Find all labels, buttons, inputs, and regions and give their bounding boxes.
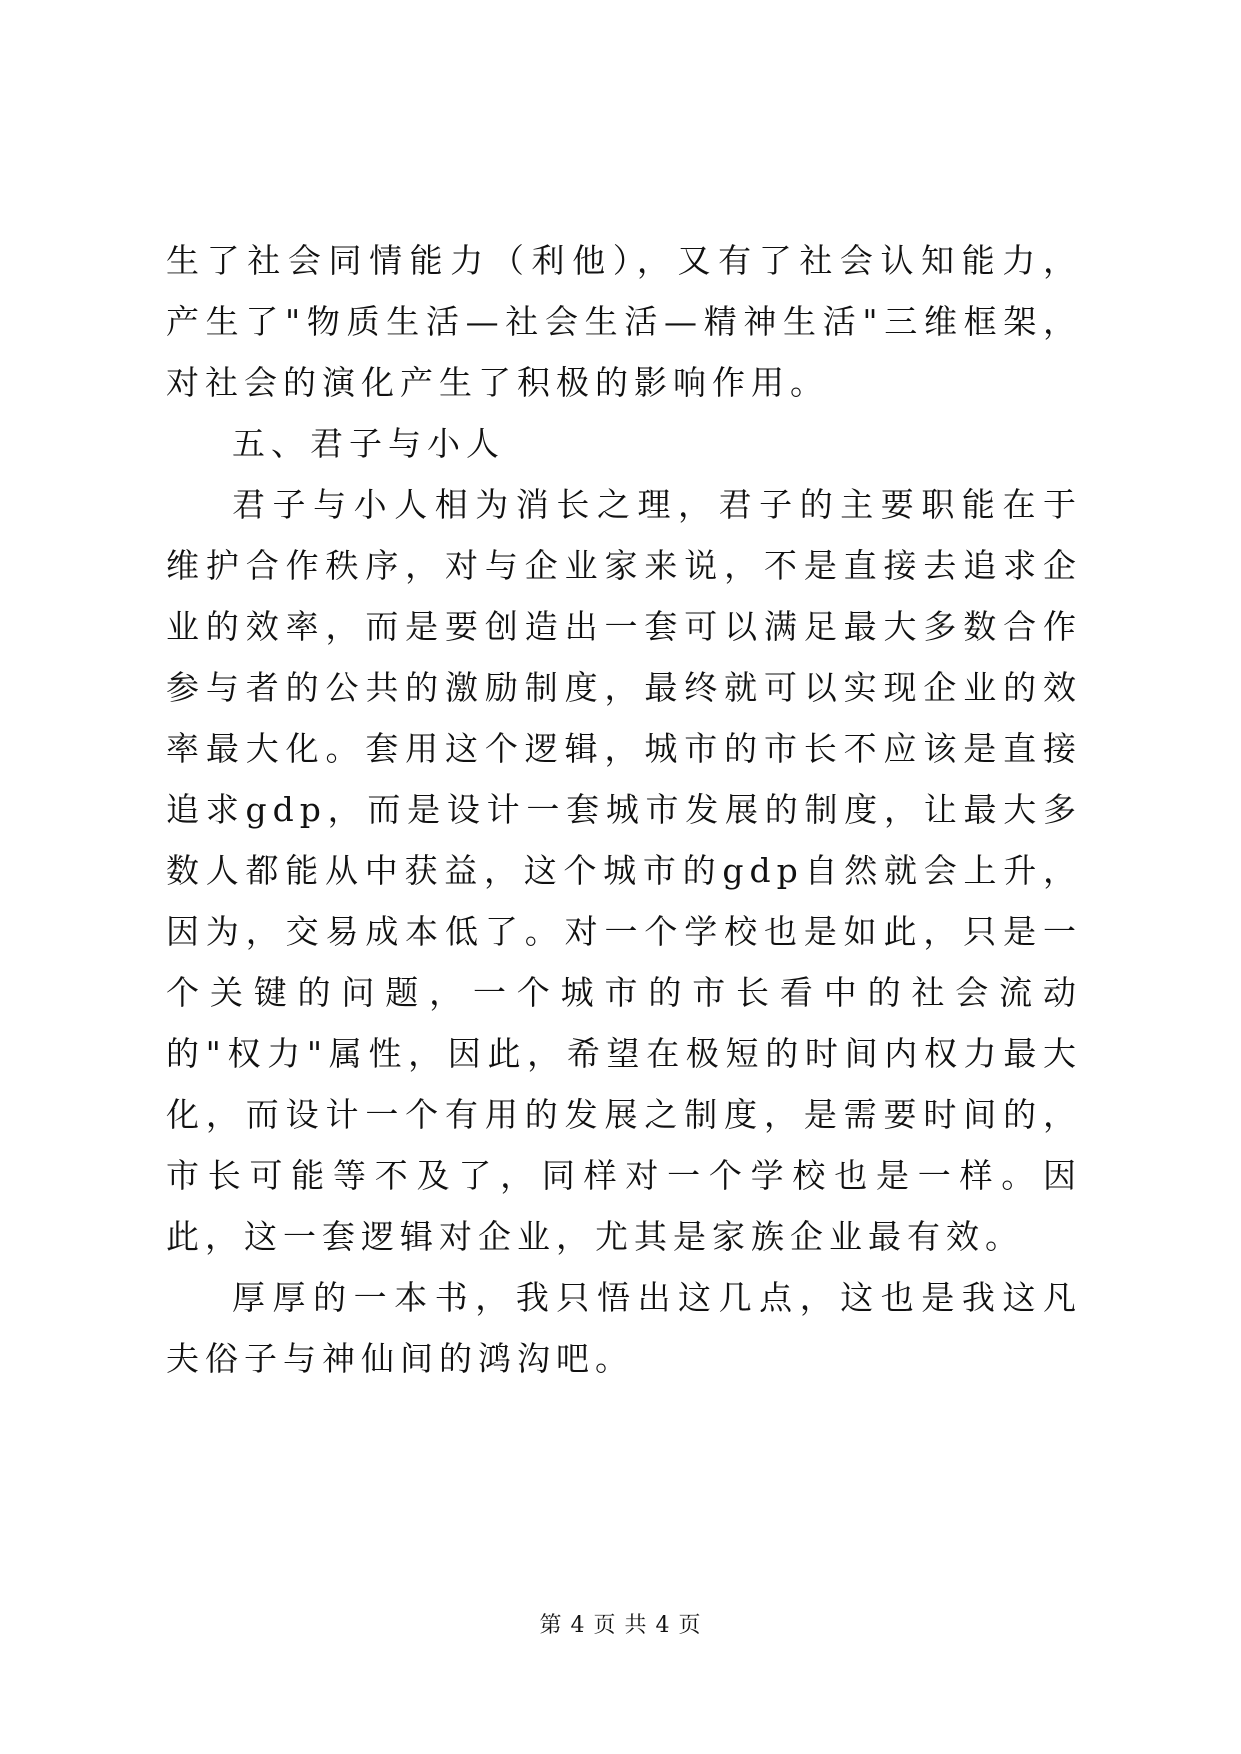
section-heading: 五、君子与小人 xyxy=(232,424,505,463)
document-body xyxy=(166,230,1082,1389)
paragraph-continuation: 生了社会同情能力（利他），又有了社会认知能力，产生了"物质生活—社会生活—精神生活"三维框架，对社会的演化产生了积极的影响作用。 xyxy=(166,241,1082,402)
paragraph-closing: 厚厚的一本书，我只悟出这几点，这也是我这凡夫俗子与神仙间的鸿沟吧。 xyxy=(166,1278,1082,1378)
paragraph-body: 君子与小人相为消长之理，君子的主要职能在于维护合作秩序，对与企业家来说，不是直接去追求企业的效率，而是要创造出一套可以满足最大多数合作参与者的公共的激励制度，最终就可以实现企业的效率最大化。套用这个逻辑，城市的市长不应该是直接追求gdp，而是设计一套城市发展的制度，让最大多数人都能从中获益，这个城市的gdp自然就会上升，因为，交易成本低了。对一个学校也是如此，只是一个关键的问题，一个城市的市长看中的社会流动的"权力"属性，因此，希望在极短的时间内权力最大化，而设计一个有用的发展之制度，是需要时间的，市长可能等不及了，同样对一个学校也是一样。因此，这一套逻辑对企业，尤其是家族企业最有效。 xyxy=(166,485,1082,1256)
page-footer: 第 4 页 共 4 页 xyxy=(539,1613,702,1638)
